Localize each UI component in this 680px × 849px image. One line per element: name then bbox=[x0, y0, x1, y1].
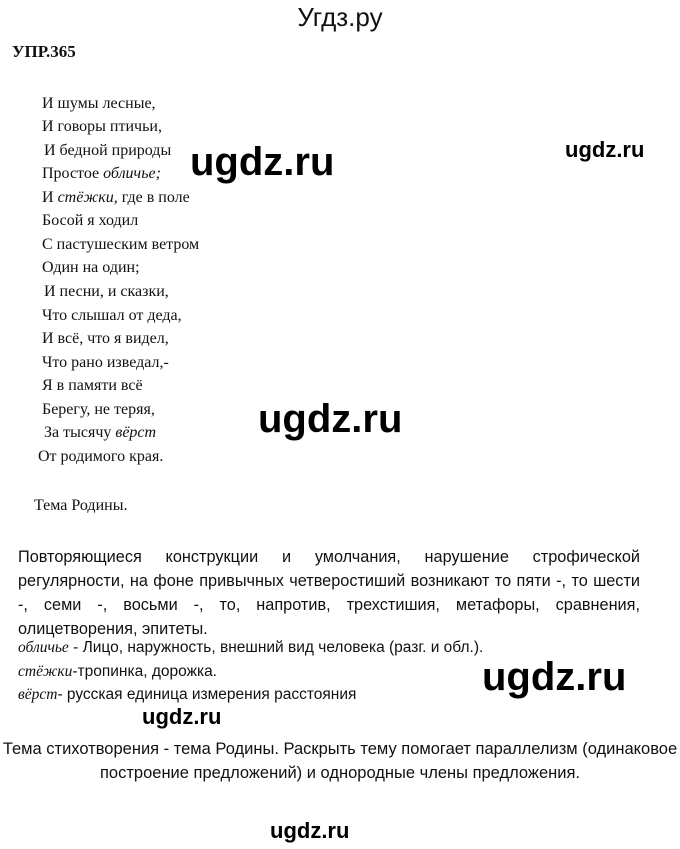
glossary-item bbox=[18, 684, 356, 706]
poem-line-2: И говоры птичьи, bbox=[42, 118, 162, 135]
glossary-term: стёжки bbox=[18, 663, 73, 680]
poem-text: Простое bbox=[42, 165, 104, 182]
poem-line-4 bbox=[42, 164, 161, 184]
poem-line-14: Берегу, не теряя, bbox=[42, 401, 155, 418]
glossary-item bbox=[18, 661, 217, 683]
watermark: ugdz.ru bbox=[142, 704, 222, 729]
poem-line-15 bbox=[44, 423, 156, 443]
watermark: ugdz.ru bbox=[565, 137, 645, 162]
poem-line-9: И песни, и сказки, bbox=[44, 283, 169, 300]
poem-line-8: Один на один; bbox=[42, 259, 140, 276]
watermark: ugdz.ru bbox=[270, 818, 350, 843]
poem-text: где в поле bbox=[117, 189, 190, 206]
poem-text: И bbox=[42, 189, 58, 206]
glossary-definition: - русская единица измерения расстояния bbox=[57, 686, 357, 703]
watermark: ugdz.ru bbox=[482, 655, 627, 699]
poem-line-13: Я в памяти всё bbox=[42, 377, 143, 394]
poem-line-3: И бедной природы bbox=[44, 142, 172, 159]
poem-term: вёрст bbox=[115, 424, 157, 441]
theme-line: Тема Родины. bbox=[34, 497, 128, 514]
poem-line-7: С пастушеским ветром bbox=[42, 236, 200, 253]
poem-line-1: И шумы лесные, bbox=[42, 95, 156, 112]
poem-line-16: От родимого края. bbox=[38, 448, 164, 465]
glossary-item bbox=[18, 637, 483, 659]
glossary-term: вёрст bbox=[18, 686, 58, 703]
conclusion-paragraph: Тема стихотворения - тема Родины. Раскрыть тему помогает параллелизм (одинаковое построение предложений) и однородные члены предложения. bbox=[2, 740, 678, 782]
exercise-title: УПР.365 bbox=[12, 42, 76, 61]
poem-term: стёжки, bbox=[57, 189, 118, 206]
poem-line-5 bbox=[42, 188, 190, 208]
site-header: Угдз.ру bbox=[297, 2, 383, 32]
glossary-term: обличье bbox=[18, 639, 69, 656]
watermark: ugdz.ru bbox=[190, 140, 335, 184]
poem-text: За тысячу bbox=[44, 424, 116, 441]
watermark: ugdz.ru bbox=[258, 397, 403, 441]
poem-line-12: Что рано изведал,- bbox=[42, 354, 169, 371]
glossary-definition: -тропинка, дорожка. bbox=[72, 663, 217, 680]
poem-term: обличье; bbox=[103, 165, 161, 182]
poem-line-11: И всё, что я видел, bbox=[42, 330, 169, 347]
poem-line-6: Босой я ходил bbox=[42, 212, 139, 229]
poem-line-10: Что слышал от деда, bbox=[42, 307, 182, 324]
analysis-paragraph: Повторяющиеся конструкции и умолчания, нарушение строфической регулярности, на фоне привычных четверостиший возникают то пяти -, то шести -, семи -, восьми -, то, напротив, трехстишия, метафоры, сравнения, олицетворения, эпитеты. bbox=[18, 548, 640, 638]
glossary-definition: - Лицо, наружность, внешний вид человека (разг. и обл.). bbox=[68, 639, 484, 656]
